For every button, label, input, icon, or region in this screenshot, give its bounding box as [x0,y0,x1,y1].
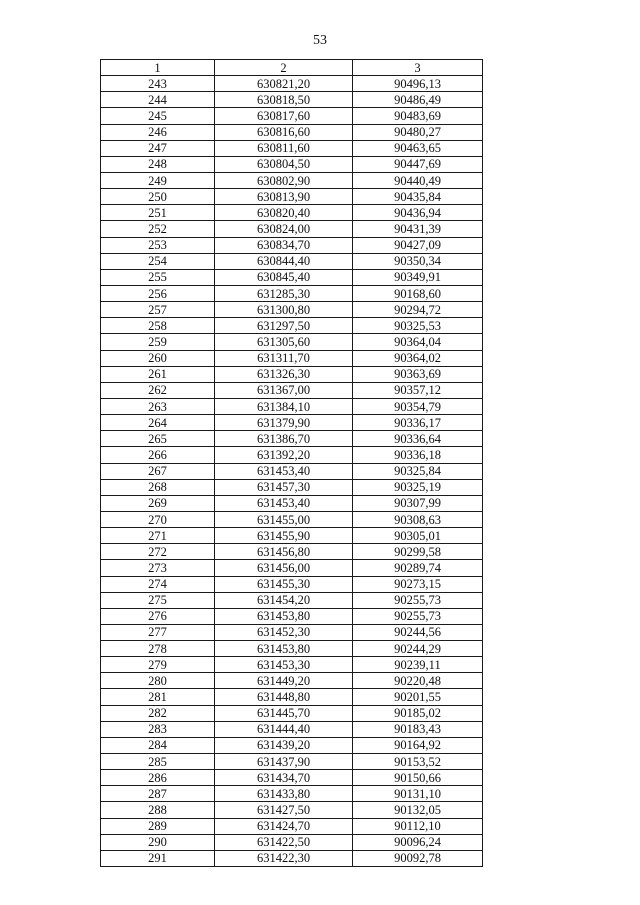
x-coordinate-cell: 630820,40 [215,205,353,221]
y-coordinate-cell: 90357,12 [353,382,483,398]
point-number-cell: 247 [101,140,215,156]
y-coordinate-cell: 90431,39 [353,221,483,237]
y-coordinate-cell: 90496,13 [353,76,483,92]
x-coordinate-cell: 631392,20 [215,447,353,463]
table-row [101,189,483,205]
point-number-cell: 256 [101,285,215,301]
table-row [101,156,483,172]
x-coordinate-cell: 631427,50 [215,802,353,818]
table-row [101,76,483,92]
table-row [101,850,483,866]
point-number-cell: 261 [101,366,215,382]
point-number-cell: 253 [101,237,215,253]
table-row [101,770,483,786]
table-row [101,108,483,124]
point-number-cell: 254 [101,253,215,269]
y-coordinate-cell: 90363,69 [353,366,483,382]
x-coordinate-cell: 630845,40 [215,269,353,285]
table-row [101,398,483,414]
table-row [101,318,483,334]
x-coordinate-cell: 630824,00 [215,221,353,237]
point-number-cell: 269 [101,495,215,511]
y-coordinate-cell: 90336,17 [353,415,483,431]
table-row [101,737,483,753]
table-row [101,463,483,479]
point-number-cell: 274 [101,576,215,592]
y-coordinate-cell: 90336,64 [353,431,483,447]
page-number: 53 [313,33,327,48]
x-coordinate-cell: 631444,40 [215,721,353,737]
table-row [101,253,483,269]
x-coordinate-cell: 631437,90 [215,754,353,770]
point-number-cell: 279 [101,657,215,673]
x-coordinate-cell: 631457,30 [215,479,353,495]
y-coordinate-cell: 90168,60 [353,285,483,301]
point-number-cell: 244 [101,92,215,108]
x-coordinate-cell: 631448,80 [215,689,353,705]
x-coordinate-cell: 631453,40 [215,495,353,511]
y-coordinate-cell: 90112,10 [353,818,483,834]
y-coordinate-cell: 90480,27 [353,124,483,140]
y-coordinate-cell: 90325,53 [353,318,483,334]
table-row [101,786,483,802]
x-coordinate-cell: 631455,30 [215,576,353,592]
x-coordinate-cell: 630816,60 [215,124,353,140]
y-coordinate-cell: 90131,10 [353,786,483,802]
y-coordinate-cell: 90307,99 [353,495,483,511]
point-number-cell: 255 [101,269,215,285]
point-number-cell: 260 [101,350,215,366]
y-coordinate-cell: 90427,09 [353,237,483,253]
point-number-cell: 249 [101,172,215,188]
point-number-cell: 282 [101,705,215,721]
point-number-cell: 245 [101,108,215,124]
table-row [101,705,483,721]
x-coordinate-cell: 631386,70 [215,431,353,447]
table-row [101,721,483,737]
point-number-cell: 286 [101,770,215,786]
y-coordinate-cell: 90239,11 [353,657,483,673]
x-coordinate-cell: 631384,10 [215,398,353,414]
x-coordinate-cell: 631297,50 [215,318,353,334]
table-row [101,673,483,689]
x-coordinate-cell: 631455,00 [215,511,353,527]
point-number-cell: 252 [101,221,215,237]
table-row [101,124,483,140]
x-coordinate-cell: 630818,50 [215,92,353,108]
y-coordinate-cell: 90336,18 [353,447,483,463]
table-row [101,528,483,544]
table-body [101,76,483,867]
point-number-cell: 290 [101,834,215,850]
point-number-cell: 243 [101,76,215,92]
table-row [101,366,483,382]
x-coordinate-cell: 631453,80 [215,641,353,657]
point-number-cell: 264 [101,415,215,431]
x-coordinate-cell: 631453,30 [215,657,353,673]
point-number-cell: 248 [101,156,215,172]
x-coordinate-cell: 631367,00 [215,382,353,398]
point-number-cell: 262 [101,382,215,398]
table-row [101,172,483,188]
x-coordinate-cell: 631455,90 [215,528,353,544]
y-coordinate-cell: 90183,43 [353,721,483,737]
x-coordinate-cell: 630844,40 [215,253,353,269]
table-row [101,576,483,592]
point-number-cell: 291 [101,850,215,866]
table-row [101,140,483,156]
point-number-cell: 251 [101,205,215,221]
point-number-cell: 275 [101,592,215,608]
point-number-cell: 272 [101,544,215,560]
table-row [101,431,483,447]
x-coordinate-cell: 630817,60 [215,108,353,124]
y-coordinate-cell: 90294,72 [353,302,483,318]
table-row [101,495,483,511]
table-row [101,447,483,463]
table-row [101,511,483,527]
y-coordinate-cell: 90164,92 [353,737,483,753]
point-number-cell: 276 [101,608,215,624]
y-coordinate-cell: 90350,34 [353,253,483,269]
point-number-cell: 278 [101,641,215,657]
point-number-cell: 271 [101,528,215,544]
point-number-cell: 266 [101,447,215,463]
x-coordinate-cell: 631422,30 [215,850,353,866]
column-header-1: 1 [101,60,215,76]
y-coordinate-cell: 90463,65 [353,140,483,156]
y-coordinate-cell: 90364,04 [353,334,483,350]
table-row [101,285,483,301]
y-coordinate-cell: 90308,63 [353,511,483,527]
x-coordinate-cell: 631454,20 [215,592,353,608]
y-coordinate-cell: 90185,02 [353,705,483,721]
table-row [101,92,483,108]
point-number-cell: 267 [101,463,215,479]
y-coordinate-cell: 90436,94 [353,205,483,221]
x-coordinate-cell: 630804,50 [215,156,353,172]
y-coordinate-cell: 90255,73 [353,592,483,608]
x-coordinate-cell: 631453,40 [215,463,353,479]
y-coordinate-cell: 90092,78 [353,850,483,866]
x-coordinate-cell: 631424,70 [215,818,353,834]
point-number-cell: 281 [101,689,215,705]
table-row [101,350,483,366]
y-coordinate-cell: 90201,55 [353,689,483,705]
y-coordinate-cell: 90483,69 [353,108,483,124]
table-row [101,754,483,770]
x-coordinate-cell: 631305,60 [215,334,353,350]
coordinates-table [100,59,483,867]
table-row [101,302,483,318]
table-row [101,237,483,253]
y-coordinate-cell: 90305,01 [353,528,483,544]
y-coordinate-cell: 90354,79 [353,398,483,414]
point-number-cell: 257 [101,302,215,318]
table-row [101,689,483,705]
y-coordinate-cell: 90273,15 [353,576,483,592]
table-row [101,544,483,560]
point-number-cell: 280 [101,673,215,689]
x-coordinate-cell: 631449,20 [215,673,353,689]
point-number-cell: 285 [101,754,215,770]
table-row [101,818,483,834]
x-coordinate-cell: 631326,30 [215,366,353,382]
table-row [101,269,483,285]
x-coordinate-cell: 631434,70 [215,770,353,786]
x-coordinate-cell: 630813,90 [215,189,353,205]
table-row [101,608,483,624]
column-header-3: 3 [353,60,483,76]
table-row [101,641,483,657]
point-number-cell: 277 [101,624,215,640]
table-row [101,592,483,608]
table-row [101,560,483,576]
x-coordinate-cell: 631439,20 [215,737,353,753]
x-coordinate-cell: 631456,80 [215,544,353,560]
x-coordinate-cell: 631379,90 [215,415,353,431]
point-number-cell: 246 [101,124,215,140]
point-number-cell: 270 [101,511,215,527]
point-number-cell: 288 [101,802,215,818]
x-coordinate-cell: 631285,30 [215,285,353,301]
y-coordinate-cell: 90447,69 [353,156,483,172]
table-row [101,834,483,850]
point-number-cell: 263 [101,398,215,414]
y-coordinate-cell: 90220,48 [353,673,483,689]
x-coordinate-cell: 631456,00 [215,560,353,576]
y-coordinate-cell: 90435,84 [353,189,483,205]
y-coordinate-cell: 90244,56 [353,624,483,640]
table-row [101,415,483,431]
y-coordinate-cell: 90325,84 [353,463,483,479]
table-row [101,205,483,221]
point-number-cell: 258 [101,318,215,334]
y-coordinate-cell: 90132,05 [353,802,483,818]
x-coordinate-cell: 631311,70 [215,350,353,366]
point-number-cell: 259 [101,334,215,350]
table-row [101,221,483,237]
x-coordinate-cell: 631452,30 [215,624,353,640]
table-row [101,479,483,495]
table-header-row [101,60,483,76]
table-row [101,802,483,818]
point-number-cell: 273 [101,560,215,576]
column-header-2: 2 [215,60,353,76]
y-coordinate-cell: 90325,19 [353,479,483,495]
y-coordinate-cell: 90349,91 [353,269,483,285]
point-number-cell: 287 [101,786,215,802]
x-coordinate-cell: 631422,50 [215,834,353,850]
x-coordinate-cell: 631300,80 [215,302,353,318]
y-coordinate-cell: 90153,52 [353,754,483,770]
y-coordinate-cell: 90289,74 [353,560,483,576]
point-number-cell: 250 [101,189,215,205]
table-row [101,657,483,673]
x-coordinate-cell: 631433,80 [215,786,353,802]
y-coordinate-cell: 90150,66 [353,770,483,786]
point-number-cell: 284 [101,737,215,753]
table-row [101,624,483,640]
y-coordinate-cell: 90096,24 [353,834,483,850]
table-row [101,382,483,398]
y-coordinate-cell: 90244,29 [353,641,483,657]
x-coordinate-cell: 631453,80 [215,608,353,624]
y-coordinate-cell: 90440,49 [353,172,483,188]
point-number-cell: 289 [101,818,215,834]
x-coordinate-cell: 630802,90 [215,172,353,188]
point-number-cell: 283 [101,721,215,737]
x-coordinate-cell: 630821,20 [215,76,353,92]
table-row [101,334,483,350]
point-number-cell: 265 [101,431,215,447]
x-coordinate-cell: 631445,70 [215,705,353,721]
y-coordinate-cell: 90486,49 [353,92,483,108]
x-coordinate-cell: 630834,70 [215,237,353,253]
point-number-cell: 268 [101,479,215,495]
y-coordinate-cell: 90364,02 [353,350,483,366]
x-coordinate-cell: 630811,60 [215,140,353,156]
y-coordinate-cell: 90299,58 [353,544,483,560]
y-coordinate-cell: 90255,73 [353,608,483,624]
